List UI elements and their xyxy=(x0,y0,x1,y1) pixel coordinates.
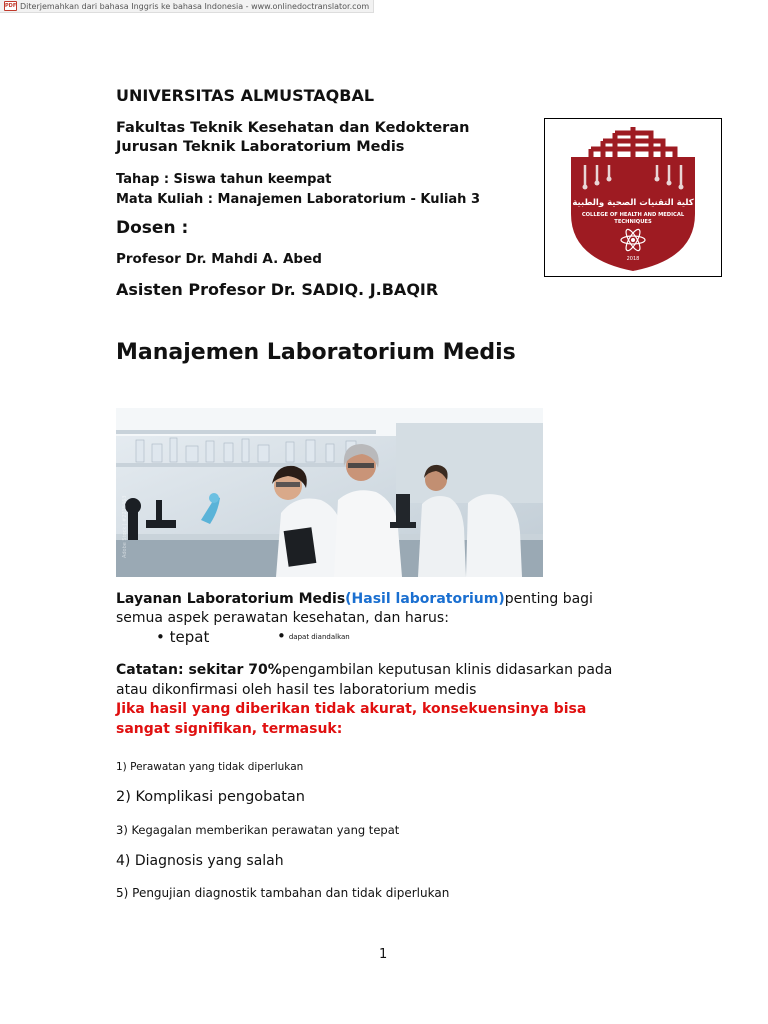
list-item: 5) Pengujian diagnostik tambahan dan tidak diperlukan xyxy=(116,886,450,900)
list-item: 3) Kegagalan memberikan perawatan yang tepat xyxy=(116,823,400,837)
services-rest-text: penting bagi semua aspek perawatan kesehatan, dan harus: xyxy=(116,591,593,626)
lecturer-name-1: Profesor Dr. Mahdi A. Abed xyxy=(116,251,322,267)
lecturer-label: Dosen : xyxy=(116,218,189,238)
faculty-block xyxy=(116,119,469,157)
faculty-line: Fakultas Teknik Kesehatan dan Kedokteran xyxy=(116,120,470,136)
svg-text:TECHNIQUES: TECHNIQUES xyxy=(614,219,652,225)
services-paragraph xyxy=(116,590,636,628)
list-item: 4) Diagnosis yang salah xyxy=(116,853,284,869)
course-info xyxy=(116,170,480,210)
note-rest-text: pengambilan keputusan klinis didasarkan pada atau dikonfirmasi oleh hasil tes laboratorium medis xyxy=(116,662,613,698)
course-line: Mata Kuliah : Manajemen Laboratorium - Kuliah 3 xyxy=(116,192,481,207)
stage-line: Tahap : Siswa tahun keempat xyxy=(116,172,332,187)
note-bold-text: Catatan: sekitar 70% xyxy=(116,662,282,678)
svg-text:Adobe Stock | #2235463: Adobe Stock | #2235463 xyxy=(122,495,128,558)
bullet-icon: • xyxy=(277,627,286,645)
note-paragraph xyxy=(116,660,636,700)
banner-text: Diterjemahkan dari bahasa Inggris ke bahasa Indonesia - www.onlinedoctranslator.com xyxy=(20,1,370,11)
lab-photo xyxy=(116,408,543,577)
page-number: 1 xyxy=(379,947,388,962)
list-item: 1) Perawatan yang tidak diperlukan xyxy=(116,761,304,773)
bullet-text: dapat diandalkan xyxy=(288,632,350,641)
lecturer-name-2: Asisten Profesor Dr. SADIQ. J.BAQIR xyxy=(116,280,439,299)
college-logo xyxy=(544,118,722,277)
bullet-text: tepat xyxy=(169,628,210,646)
warning-text: Jika hasil yang diberikan tidak akurat, konsekuensinya bisa sangat signifikan, termasuk: xyxy=(116,701,587,737)
bullet-item-accurate xyxy=(156,628,209,646)
bullet-item-reliable xyxy=(277,627,350,645)
bullet-icon: • xyxy=(156,628,165,646)
translator-banner[interactable] xyxy=(0,0,374,13)
svg-text:كلية التقنيات الصحية والطبية: كلية التقنيات الصحية والطبية xyxy=(572,198,694,208)
laboratory-scientists-image xyxy=(116,408,543,577)
lab-results-link-text: (Hasil laboratorium) xyxy=(345,591,505,607)
list-item: 2) Komplikasi pengobatan xyxy=(116,789,305,805)
svg-text:COLLEGE OF HEALTH AND MEDICAL: COLLEGE OF HEALTH AND MEDICAL xyxy=(581,212,685,218)
university-name: UNIVERSITAS ALMUSTAQBAL xyxy=(116,86,375,105)
services-bold-text: Layanan Laboratorium Medis xyxy=(116,591,346,607)
department-line: Jurusan Teknik Laboratorium Medis xyxy=(116,139,405,155)
svg-text:2018: 2018 xyxy=(626,256,640,262)
college-seal-icon xyxy=(545,119,721,276)
document-title: Manajemen Laboratorium Medis xyxy=(116,340,516,365)
pdf-icon: PDF xyxy=(5,3,17,9)
